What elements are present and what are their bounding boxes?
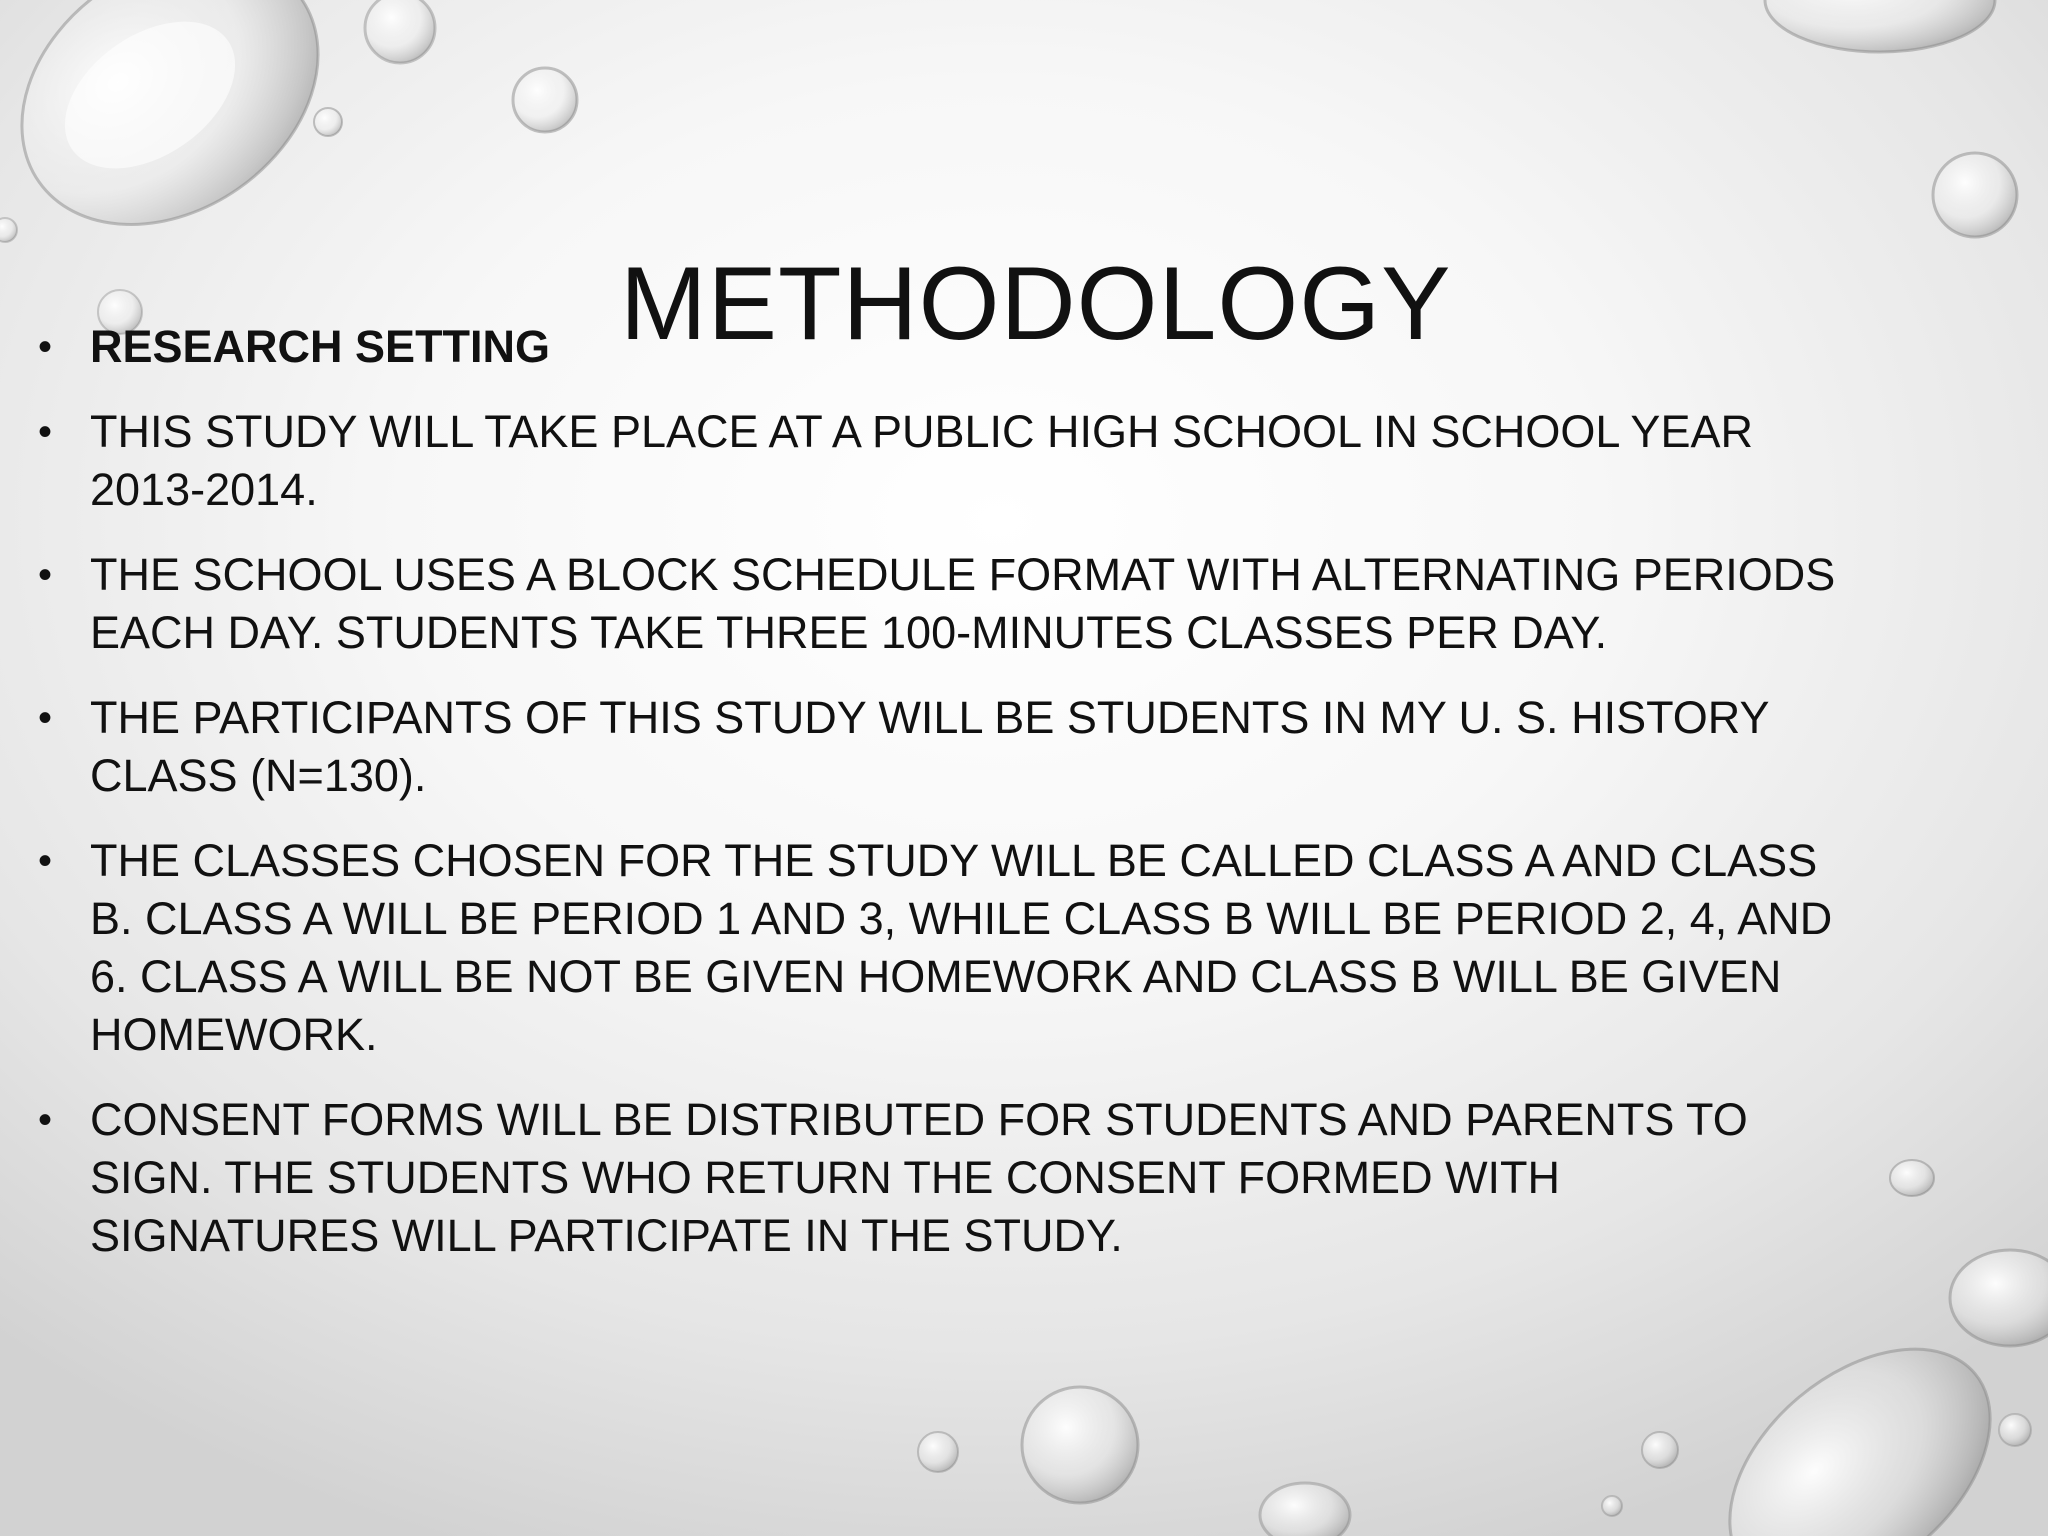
water-drop [1602, 1496, 1622, 1516]
bullet-text: THIS STUDY WILL TAKE PLACE AT A PUBLIC HIGH SCHOOL IN SCHOOL YEAR 2013-2014. [90, 406, 1753, 515]
water-drop [1933, 153, 2017, 237]
bullet-text: THE PARTICIPANTS OF THIS STUDY WILL BE STUDENTS IN MY U. S. HISTORY CLASS (N=130). [90, 692, 1769, 801]
bullet-dot-icon: • [38, 1098, 53, 1142]
bullet-list [38, 318, 1858, 1292]
bullet-text: CONSENT FORMS WILL BE DISTRIBUTED FOR STUDENTS AND PARENTS TO SIGN. THE STUDENTS WHO RETURN THE CONSENT FORMED WITH SIGNATURES WILL PARTICIPATE IN THE STUDY. [90, 1094, 1748, 1261]
water-drop [314, 108, 342, 136]
water-drop [1260, 1483, 1350, 1536]
bullet-dot-icon: • [38, 410, 53, 454]
slide-title: METHODOLOGY [620, 246, 1452, 362]
bullet-item-research-setting [38, 318, 1858, 376]
bullet-text: THE CLASSES CHOSEN FOR THE STUDY WILL BE CALLED CLASS A AND CLASS B. CLASS A WILL BE PERIOD 1 AND 3, WHILE CLASS B WILL BE PERIOD 2, 4, AND 6. CLASS A WILL BE NOT BE GIVEN HOMEWORK AND CLASS B WILL BE GIVEN HOMEWORK. [90, 835, 1833, 1060]
bullet-item-classes [38, 832, 1858, 1064]
bullet-item-consent-forms [38, 1091, 1858, 1265]
bullet-item-block-schedule [38, 546, 1858, 662]
bullet-dot-icon: • [38, 325, 53, 369]
water-drop [513, 68, 577, 132]
bullet-text: RESEARCH SETTING [90, 321, 551, 372]
water-drop [918, 1432, 958, 1472]
water-drop [1642, 1432, 1678, 1468]
water-drop [1765, 0, 1995, 52]
water-drop [0, 218, 17, 242]
bullet-text: THE SCHOOL USES A BLOCK SCHEDULE FORMAT WITH ALTERNATING PERIODS EACH DAY. STUDENTS TAKE THREE 100-MINUTES CLASSES PER DAY. [90, 549, 1836, 658]
bullet-dot-icon: • [38, 553, 53, 597]
water-drop [1890, 1160, 1934, 1196]
bullet-dot-icon: • [38, 696, 53, 740]
bullet-item-participants [38, 689, 1858, 805]
water-drop [1950, 1250, 2048, 1346]
bullet-item-study-location [38, 403, 1858, 519]
water-drop [365, 0, 435, 63]
bullet-dot-icon: • [38, 839, 53, 883]
water-drop [1022, 1387, 1138, 1503]
water-drop [1999, 1414, 2031, 1446]
